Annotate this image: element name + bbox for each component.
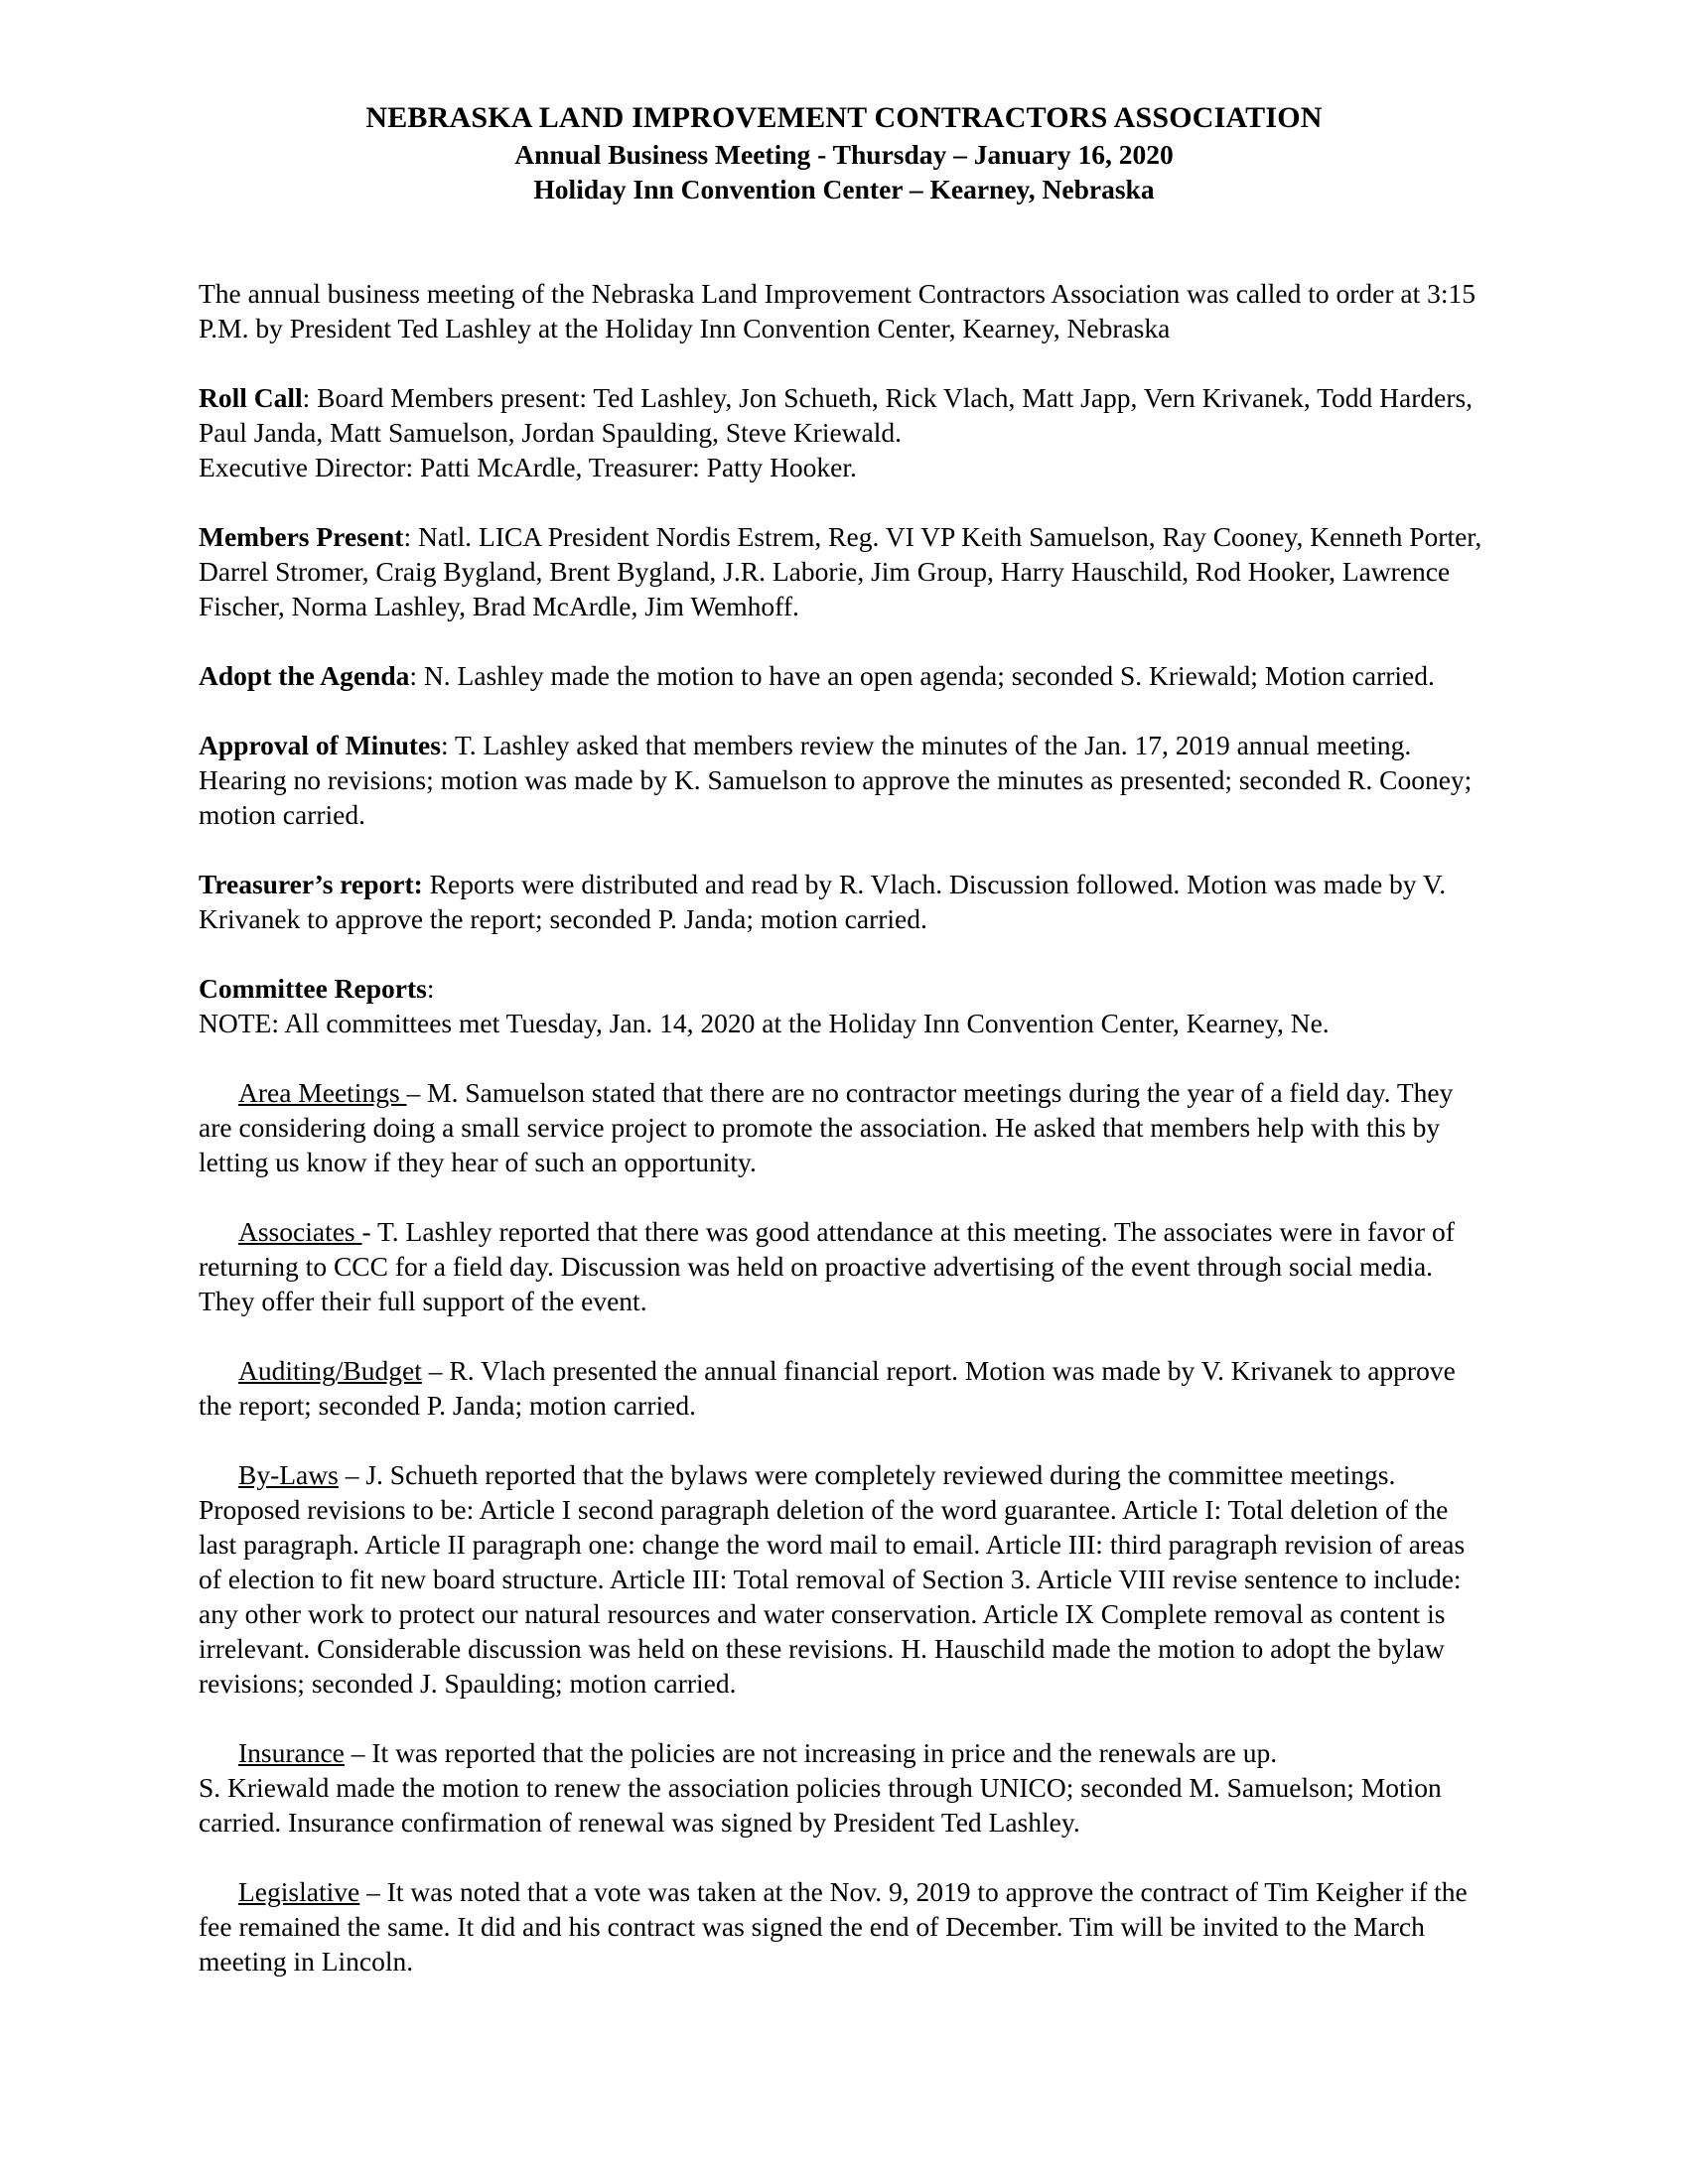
committee-reports-colon: : [426, 973, 435, 1004]
insurance-title: Insurance [238, 1737, 345, 1768]
associates-section [199, 1214, 1489, 1318]
bylaws-title: By-Laws [238, 1459, 339, 1490]
auditing-section [199, 1353, 1489, 1423]
committee-reports-label: Committee Reports [199, 973, 427, 1004]
legislative-text: – It was noted that a vote was taken at the Nov. 9, 2019 to approve the contract of Tim Keigher if the fee remained the same. It did and his contract was signed the end of December. Tim will be invited to the March meeting in Lincoln. [199, 1876, 1468, 1977]
area-meetings-title: Area Meetings [238, 1077, 407, 1108]
roll-call-label: Roll Call [199, 382, 303, 413]
approval-minutes-label: Approval of Minutes [199, 730, 441, 760]
roll-call-text: : Board Members present: Ted Lashley, Jon Schueth, Rick Vlach, Matt Japp, Vern Krivanek, Todd Harders, Paul Janda, Matt Samuelson, Jordan Spaulding, Steve Kriewald. [199, 382, 1474, 448]
members-present-section [199, 519, 1489, 623]
adopt-agenda-label: Adopt the Agenda [199, 660, 410, 691]
roll-call-officers: Executive Director: Patti McArdle, Treasurer: Patty Hooker. [199, 452, 857, 482]
bylaws-section [199, 1457, 1489, 1701]
adopt-agenda-text: : N. Lashley made the motion to have an open agenda; seconded S. Kriewald; Motion carried. [409, 660, 1435, 691]
treasurer-text: Reports were distributed and read by R. Vlach. Discussion followed. Motion was made by V. Krivanek to approve the report; seconded P. Janda; motion carried. [199, 869, 1447, 934]
bylaws-text: – J. Schueth reported that the bylaws were completely reviewed during the committee meetings. Proposed revisions to be: Article I second paragraph deletion of the word guarantee. Article I: Total deletion of the last paragraph. Article II paragraph one: change the word mail to email. Article III: third paragraph revision of areas of election to fit new board structure. Article III: Total removal of Section 3. Article VIII revise sentence to include: any other work to protect our natural resources and water conservation. Article IX Complete removal as content is irrelevant. Considerable discussion was held on these revisions. H. Hauschild made the motion to adopt the bylaw revisions; seconded J. Spaulding; motion carried. [199, 1459, 1466, 1699]
meeting-location: Holiday Inn Convention Center – Kearney, Nebraska [533, 174, 1155, 205]
legislative-section [199, 1874, 1489, 1979]
members-present-label: Members Present [199, 521, 404, 552]
committee-reports-section [199, 971, 1489, 1040]
legislative-title: Legislative [238, 1876, 360, 1907]
document-header [0, 99, 1688, 206]
associates-text: - T. Lashley reported that there was good attendance at this meeting. The associates were in favor of returning to CCC for a field day. Discussion was held on proactive advertising of the event through social media. They offer their full support of the event. [199, 1216, 1455, 1316]
roll-call-section [199, 380, 1489, 484]
approval-minutes-section [199, 728, 1489, 832]
approval-minutes-text: : T. Lashley asked that members review the minutes of the Jan. 17, 2019 annual meeting. Hearing no revisions; motion was made by K. Samuelson to approve the minutes as presented; seconded R. Cooney; motion carried. [199, 730, 1473, 830]
intro-paragraph: The annual business meeting of the Nebraska Land Improvement Contractors Association was called to order at 3:15 P.M. by President Ted Lashley at the Holiday Inn Convention Center, Kearney, Nebraska [199, 278, 1477, 343]
minutes-body [199, 276, 1489, 2013]
auditing-text: – R. Vlach presented the annual financial report. Motion was made by V. Krivanek to approve the report; seconded P. Janda; motion carried. [199, 1355, 1456, 1421]
auditing-title: Auditing/Budget [238, 1355, 422, 1386]
insurance-text: – It was reported that the policies are not increasing in price and the renewals are up. [344, 1737, 1278, 1768]
members-present-text: : Natl. LICA President Nordis Estrem, Reg. VI VP Keith Samuelson, Ray Cooney, Kenneth Porter, Darrel Stromer, Craig Bygland, Brent Bygland, J.R. Laborie, Jim Group, Harry Hauschild, Rod Hooker, Lawrence Fischer, Norma Lashley, Brad McArdle, Jim Wemhoff. [199, 521, 1482, 621]
adopt-agenda-section [199, 658, 1489, 693]
insurance-section [199, 1735, 1489, 1840]
organization-title: NEBRASKA LAND IMPROVEMENT CONTRACTORS ASSOCIATION [365, 101, 1323, 134]
area-meetings-section [199, 1075, 1489, 1179]
area-meetings-text: – M. Samuelson stated that there are no contractor meetings during the year of a field day. They are considering doing a small service project to promote the association. He asked that members help with this by letting us know if they hear of such an opportunity. [199, 1077, 1454, 1177]
treasurer-label: Treasurer’s report: [199, 869, 423, 899]
meeting-subtitle: Annual Business Meeting - Thursday – January 16, 2020 [514, 139, 1174, 170]
treasurer-section [199, 867, 1489, 936]
committee-note: NOTE: All committees met Tuesday, Jan. 14, 2020 at the Holiday Inn Convention Center, Kearney, Ne. [199, 1008, 1330, 1038]
associates-title: Associates [238, 1216, 362, 1247]
insurance-motion: S. Kriewald made the motion to renew the association policies through UNICO; seconded M. Samuelson; Motion carried. Insurance confirmation of renewal was signed by President Ted Lashley. [199, 1772, 1442, 1838]
